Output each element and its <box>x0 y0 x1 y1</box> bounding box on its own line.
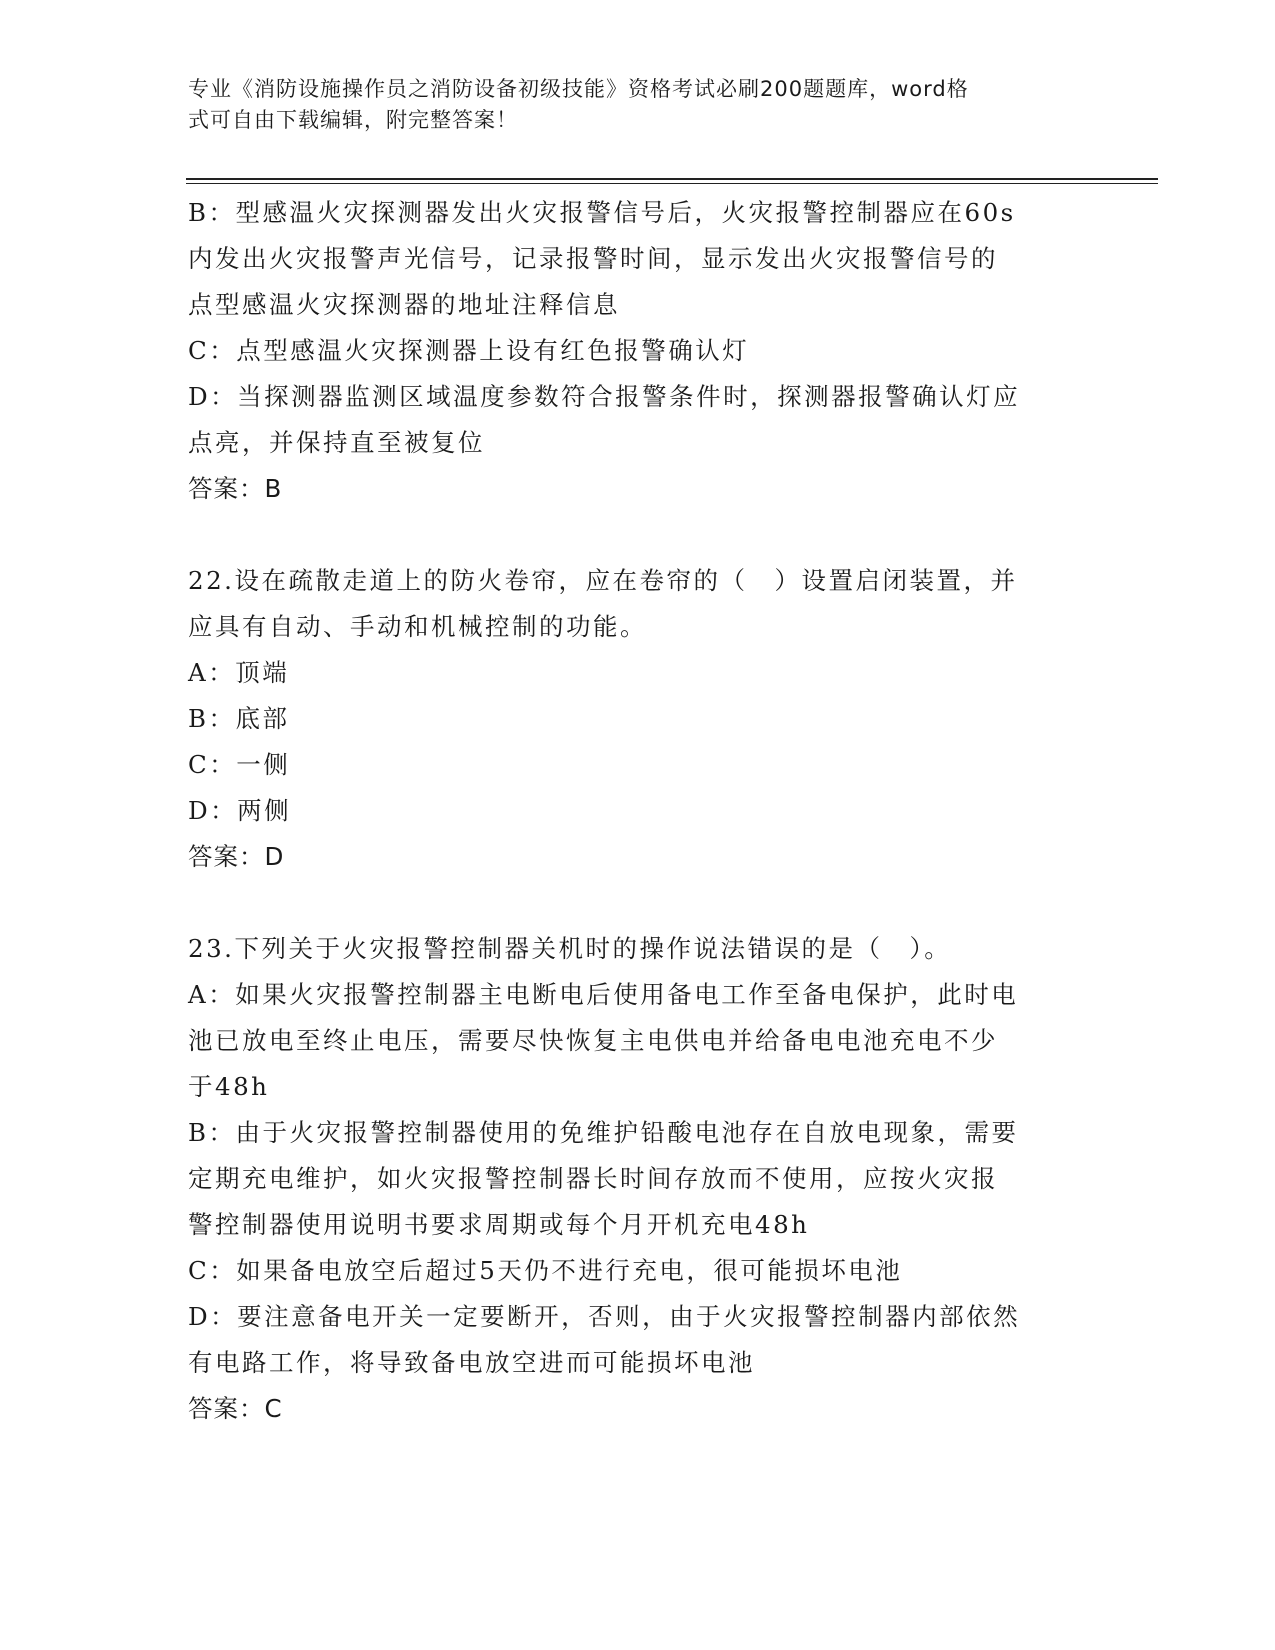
option-b-line-1: B：型感温火灾探测器发出火灾报警信号后，火灾报警控制器应在60s <box>188 198 1016 227</box>
option-b-line-3: 点型感温火灾探测器的地址注释信息 <box>188 290 620 319</box>
q23-option-d-line-2: 有电路工作，将导致备电放空进而可能损坏电池 <box>188 1348 755 1377</box>
q23-option-a-line-2: 池已放电至终止电压，需要尽快恢复主电供电并给备电电池充电不少 <box>188 1026 998 1055</box>
q23-option-b-line-1: B：由于火灾报警控制器使用的免维护铅酸电池存在自放电现象，需要 <box>188 1118 1019 1147</box>
q22-option-a: A：顶端 <box>188 658 290 687</box>
prev-question <box>188 190 1088 512</box>
q23-answer: 答案：C <box>188 1394 283 1423</box>
page-header <box>188 74 1068 136</box>
q23-option-a-line-1: A：如果火灾报警控制器主电断电后使用备电工作至备电保护，此时电 <box>188 980 1019 1009</box>
q22-option-c: C：一侧 <box>188 750 291 779</box>
q23-option-b-line-2: 定期充电维护，如火灾报警控制器长时间存放而不使用，应按火灾报 <box>188 1164 998 1193</box>
header-line-2: 式可自由下载编辑，附完整答案！ <box>188 108 518 132</box>
option-c: C：点型感温火灾探测器上设有红色报警确认灯 <box>188 336 750 365</box>
q22-stem-line-2: 应具有自动、手动和机械控制的功能。 <box>188 612 647 641</box>
header-rule-thick <box>186 178 1158 180</box>
q22-answer: 答案：D <box>188 842 285 871</box>
q23-option-c: C：如果备电放空后超过5天仍不进行充电，很可能损坏电池 <box>188 1256 903 1285</box>
option-d-line-1: D：当探测器监测区域温度参数符合报警条件时，探测器报警确认灯应 <box>188 382 1021 411</box>
header-line-1: 专业《消防设施操作员之消防设备初级技能》资格考试必刷200题题库，word格 <box>188 77 969 101</box>
q23-option-b-line-3: 警控制器使用说明书要求周期或每个月开机充电48h <box>188 1210 810 1239</box>
q22-option-d: D：两侧 <box>188 796 292 825</box>
spacer <box>188 512 1088 558</box>
q22-option-b: B：底部 <box>188 704 290 733</box>
question-22 <box>188 558 1088 880</box>
q22-stem-line-1: 22.设在疏散走道上的防火卷帘，应在卷帘的（ ）设置启闭装置，并 <box>188 566 1018 595</box>
header-rule-thin <box>186 183 1158 184</box>
option-b-line-2: 内发出火灾报警声光信号，记录报警时间，显示发出火灾报警信号的 <box>188 244 998 273</box>
question-content <box>188 190 1088 1432</box>
option-d-line-2: 点亮，并保持直至被复位 <box>188 428 485 457</box>
spacer <box>188 880 1088 926</box>
q23-option-d-line-1: D：要注意备电开关一定要断开，否则，由于火灾报警控制器内部依然 <box>188 1302 1021 1331</box>
q23-option-a-line-3: 于48h <box>188 1072 270 1101</box>
q23-stem: 23.下列关于火灾报警控制器关机时的操作说法错误的是（ ）。 <box>188 934 952 963</box>
question-23 <box>188 926 1088 1432</box>
answer: 答案：B <box>188 474 283 503</box>
